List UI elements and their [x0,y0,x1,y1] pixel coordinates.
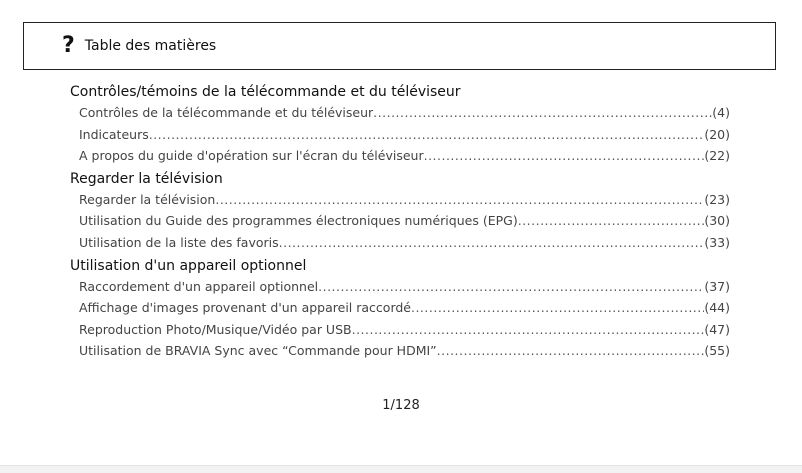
toc-entry-label[interactable]: Indicateurs [79,126,149,142]
toc-header [23,22,776,70]
toc-entry[interactable] [79,276,730,298]
dot-leader [411,297,704,319]
dot-leader [437,340,705,362]
toc-entry[interactable] [79,340,730,362]
toc-entry-page[interactable]: (22) [704,148,730,164]
section-title-optional-device[interactable]: Utilisation d'un appareil optionnel [70,257,307,274]
toc-entry[interactable] [79,189,730,211]
dot-leader [352,319,705,341]
toc-entry[interactable] [79,297,730,319]
toc-entry[interactable] [79,319,730,341]
toc-entry[interactable] [79,124,730,146]
toc-entry[interactable] [79,210,730,232]
toc-entry[interactable] [79,102,730,124]
toc-entry[interactable] [79,232,730,254]
toc-entry-label[interactable]: A propos du guide d'opération sur l'écran du téléviseur [79,148,424,164]
toc-entry[interactable] [79,145,730,167]
toc-entry-label[interactable]: Contrôles de la télécommande et du téléviseur [79,105,374,120]
toc-entry-label[interactable]: Reproduction Photo/Musique/Vidéo par USB [79,321,352,337]
toc-entry-label[interactable]: Regarder la télévision [79,191,216,207]
toc-entry-label[interactable]: Utilisation de BRAVIA Sync avec “Commande pour HDMI” [79,343,437,359]
toc-title: Table des matières [84,38,217,54]
toc-entry-page[interactable]: (47) [704,321,730,337]
page-counter: 1/128 [382,398,420,413]
section-title-watching-tv[interactable]: Regarder la télévision [70,170,223,187]
dot-leader [518,210,705,232]
toc-entry-page[interactable]: (37) [704,278,730,294]
toc-entry-page[interactable]: (55) [704,343,730,359]
dot-leader [149,124,705,146]
toc-entry-label[interactable]: Affichage d'images provenant d'un appareil raccordé [79,300,411,316]
toc-entry-page[interactable]: (44) [704,300,730,316]
toc-entry-page[interactable]: (30) [704,213,730,229]
table-of-contents [70,82,730,362]
dot-leader [318,276,704,298]
section-title-controls[interactable]: Contrôles/témoins de la télécommande et du téléviseur [70,84,461,100]
toc-entry-page[interactable]: (33) [704,234,730,250]
dot-leader [279,232,705,254]
toc-entry-page[interactable]: (4) [712,105,730,120]
toc-entry-page[interactable]: (20) [704,126,730,142]
dot-leader [373,102,712,124]
dot-leader [215,189,704,211]
toc-entry-label[interactable]: Raccordement d'un appareil optionnel [79,278,319,294]
question-mark-icon[interactable]: ? [62,33,75,58]
toc-entry-page[interactable]: (23) [704,191,730,207]
dot-leader [424,145,705,167]
toc-entry-label[interactable]: Utilisation de la liste des favoris [79,234,279,250]
toc-entry-label[interactable]: Utilisation du Guide des programmes électroniques numériques (EPG) [79,213,518,229]
